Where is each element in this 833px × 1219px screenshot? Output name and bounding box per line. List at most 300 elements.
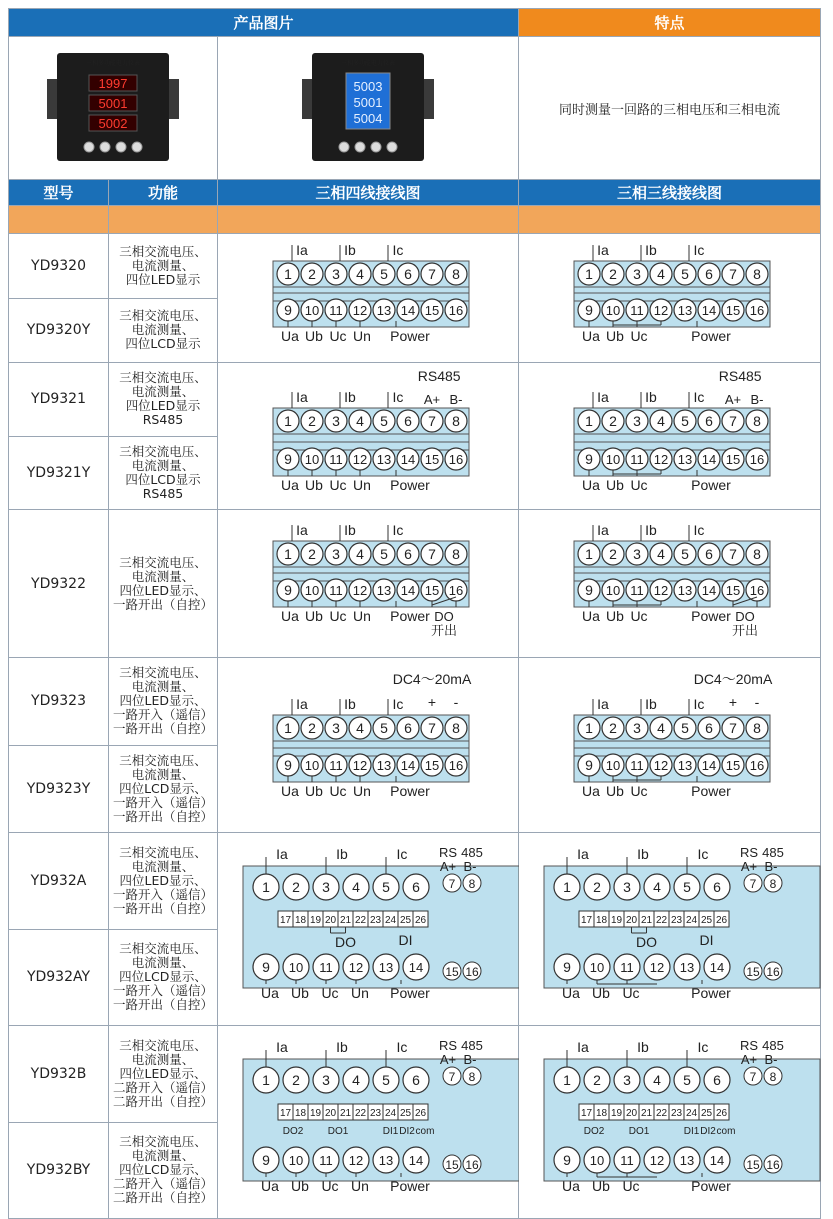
- b-minus-label: B-: [764, 1052, 778, 1067]
- terminal-number: 26: [715, 915, 728, 926]
- function-cell: 三相交流电压、 电流测量、 四位LED显示: [109, 234, 218, 299]
- terminal-number: 15: [424, 452, 440, 467]
- led-readout: 5001: [98, 96, 128, 111]
- rs485-number-label: 485: [461, 845, 483, 860]
- subheader-blank: [109, 206, 218, 234]
- function-cell: 三相交流电压、 电流测量、 四位LCD显示 RS485: [109, 436, 218, 510]
- terminal-number: 7: [428, 720, 436, 736]
- terminal-number: 16: [448, 303, 464, 318]
- terminal-number: 9: [563, 959, 571, 975]
- di2-label: DI2: [399, 1126, 415, 1137]
- terminal-number: 15: [746, 965, 760, 979]
- current-label: Ia: [296, 522, 308, 538]
- terminal-number: 5: [681, 546, 689, 562]
- terminal-number: 21: [339, 915, 352, 926]
- terminal-number: 5: [380, 266, 388, 282]
- terminal-number: 7: [428, 413, 436, 429]
- terminal-number: 1: [262, 879, 270, 895]
- terminal-number: 1: [284, 546, 292, 562]
- terminal-number: 25: [700, 915, 713, 926]
- voltage-label: Un: [353, 477, 371, 493]
- terminal-number: 6: [705, 546, 713, 562]
- terminal-number: 3: [623, 879, 631, 895]
- model-cell: YD9320: [9, 234, 109, 299]
- terminal-number: 4: [356, 720, 364, 736]
- do2-label: DO2: [583, 1126, 605, 1137]
- terminal-number: 20: [625, 1108, 638, 1119]
- terminal-number: 2: [308, 546, 316, 562]
- minus-label: -: [754, 694, 760, 710]
- terminal-number: 16: [749, 583, 765, 598]
- terminal-number: 9: [585, 451, 593, 467]
- voltage-label: Ub: [606, 328, 624, 344]
- current-label: Ib: [645, 522, 657, 538]
- subheader-blank: [218, 206, 519, 234]
- terminal-number: 24: [685, 915, 698, 926]
- terminal-number: 17: [580, 1108, 593, 1119]
- terminal-number: 3: [633, 546, 641, 562]
- terminal-number: 19: [309, 1108, 322, 1119]
- terminal-number: 21: [339, 1108, 352, 1119]
- terminal-number: 6: [713, 1072, 721, 1088]
- voltage-label: Ua: [582, 608, 600, 624]
- voltage-label: Ua: [261, 1178, 279, 1194]
- lcd-readout: 5003: [353, 79, 383, 94]
- terminal-number: 14: [701, 758, 717, 773]
- terminal-number: 20: [324, 1108, 337, 1119]
- current-label: Ia: [296, 242, 308, 258]
- current-label: Ic: [392, 696, 404, 712]
- terminal-number: 1: [563, 1072, 571, 1088]
- current-label: Ib: [637, 1039, 649, 1055]
- terminal-number: 13: [376, 452, 392, 467]
- current-label: Ia: [597, 522, 609, 538]
- terminal-number: 13: [677, 303, 693, 318]
- wiring-3p4w-9322: [218, 510, 519, 658]
- terminal-number: 16: [448, 583, 464, 598]
- model-cell: YD9322: [9, 510, 109, 658]
- terminal-number: 2: [609, 266, 617, 282]
- terminal-number: 14: [701, 583, 717, 598]
- current-label: Ic: [697, 846, 709, 862]
- rs485-label: RS485: [718, 368, 762, 384]
- terminal-number: 25: [399, 915, 412, 926]
- terminal-number: 18: [595, 915, 608, 926]
- rs485-label: RS485: [417, 368, 461, 384]
- voltage-label: Ua: [281, 328, 299, 344]
- meter-button: [132, 142, 142, 152]
- terminal-number: 11: [620, 1153, 634, 1168]
- b-minus-label: B-: [750, 392, 764, 407]
- model-cell: YD9323: [9, 658, 109, 746]
- terminal-number: 5: [683, 1072, 691, 1088]
- terminal-number: 5: [380, 720, 388, 736]
- minus-label: -: [453, 694, 459, 710]
- terminal-number: 6: [404, 720, 412, 736]
- current-label: Ib: [645, 242, 657, 258]
- terminal-number: 10: [605, 303, 621, 318]
- current-label: Ic: [693, 389, 705, 405]
- terminal-number: 1: [585, 546, 593, 562]
- terminal-number: 24: [384, 1108, 397, 1119]
- terminal-number: 7: [729, 413, 737, 429]
- terminal-number: 26: [414, 915, 427, 926]
- terminal-number: 4: [657, 546, 665, 562]
- power-label: Power: [691, 328, 731, 344]
- terminal-number: 13: [677, 758, 693, 773]
- rs-label: RS: [438, 845, 458, 860]
- terminal-number: 1: [284, 720, 292, 736]
- a-plus-label: A+: [423, 392, 441, 407]
- voltage-label: Un: [351, 985, 369, 1001]
- function-cell: 三相交流电压、 电流测量、 四位LED显示、 一路开出（自控）: [109, 510, 218, 658]
- do-label: DO: [636, 934, 658, 950]
- terminal-number: 8: [468, 1070, 476, 1084]
- terminal-number: 20: [324, 915, 337, 926]
- model-cell: YD9321Y: [9, 436, 109, 510]
- terminal-number: 23: [369, 915, 382, 926]
- terminal-number: 18: [595, 1108, 608, 1119]
- terminal-number: 24: [384, 915, 397, 926]
- terminal-number: 10: [605, 583, 621, 598]
- terminal-number: 1: [262, 1072, 270, 1088]
- meter-button: [387, 142, 397, 152]
- terminal-strip: [273, 442, 469, 450]
- terminal-number: 7: [428, 546, 436, 562]
- power-label: Power: [390, 985, 430, 1001]
- rs-label: RS: [740, 1038, 759, 1053]
- terminal-number: 1: [284, 266, 292, 282]
- terminal-strip: [273, 293, 469, 301]
- a-plus-label: A+: [439, 1052, 457, 1067]
- terminal-number: 13: [376, 583, 392, 598]
- terminal-number: 10: [304, 758, 320, 773]
- mount-clip: [424, 79, 434, 119]
- model-cell: YD932A: [9, 833, 109, 930]
- model-cell: YD9321: [9, 363, 109, 437]
- voltage-label: Ub: [305, 783, 323, 799]
- terminal-number: 17: [279, 1108, 292, 1119]
- terminal-number: 12: [653, 452, 669, 467]
- meter-button: [84, 142, 94, 152]
- terminal-number: 11: [630, 452, 644, 467]
- power-label: Power: [390, 608, 430, 624]
- voltage-label: Uc: [329, 328, 347, 344]
- wiring-3p3w-9320: [519, 234, 821, 363]
- terminal-number: 7: [729, 266, 737, 282]
- power-label: Power: [390, 1178, 430, 1194]
- current-label: Ia: [597, 242, 609, 258]
- terminal-number: 7: [749, 1070, 757, 1084]
- terminal-number: 10: [589, 960, 605, 975]
- terminal-number: 5: [683, 879, 691, 895]
- current-label: Ib: [645, 389, 657, 405]
- current-label: Ia: [296, 696, 308, 712]
- terminal-number: 14: [408, 960, 424, 975]
- di-label: DI: [699, 932, 714, 948]
- terminal-number: 8: [769, 1070, 777, 1084]
- led-readout: 5002: [98, 116, 128, 131]
- function-cell: 三相交流电压、 电流测量、 四位LED显示、 二路开入（遥信） 二路开出（自控）: [109, 1026, 218, 1123]
- terminal-number: 15: [424, 583, 440, 598]
- rs485-number-label: 485: [762, 1038, 784, 1053]
- terminal-number: 17: [580, 915, 593, 926]
- terminal-number: 11: [630, 758, 644, 773]
- terminal-number: 14: [400, 303, 416, 318]
- terminal-number: 22: [655, 1108, 668, 1119]
- current-label: Ib: [336, 1039, 348, 1055]
- do-label: DO: [335, 934, 356, 950]
- terminal-strip: [273, 748, 469, 756]
- wiring-diagram: [519, 658, 821, 828]
- voltage-label: Ub: [606, 608, 624, 624]
- current-label: Ib: [344, 522, 356, 538]
- terminal-number: 11: [630, 303, 644, 318]
- terminal-number: 3: [332, 720, 340, 736]
- terminal-number: 10: [288, 960, 304, 975]
- a-plus-label: A+: [740, 859, 758, 874]
- terminal-number: 9: [585, 582, 593, 598]
- current-label: Ia: [597, 389, 609, 405]
- wiring-diagram: [519, 234, 821, 358]
- terminal-number: 14: [408, 1153, 424, 1168]
- terminal-number: 8: [452, 546, 460, 562]
- current-label: Ib: [336, 846, 348, 862]
- terminal-number: 26: [715, 1108, 728, 1119]
- terminal-number: 14: [400, 758, 416, 773]
- terminal-number: 8: [468, 877, 476, 891]
- model-cell: YD932B: [9, 1026, 109, 1123]
- terminal-number: 10: [605, 758, 621, 773]
- terminal-number: 9: [284, 582, 292, 598]
- terminal-number: 2: [292, 1072, 300, 1088]
- terminal-number: 4: [657, 720, 665, 736]
- mount-clip: [47, 79, 57, 119]
- terminal-number: 7: [428, 266, 436, 282]
- current-label: Ic: [693, 242, 705, 258]
- terminal-number: 15: [725, 452, 741, 467]
- wiring-3p3w-9322: [519, 510, 821, 658]
- terminal-number: 4: [356, 413, 364, 429]
- terminal-number: 7: [729, 546, 737, 562]
- terminal-number: 14: [701, 303, 717, 318]
- terminal-number: 18: [294, 1108, 307, 1119]
- meter-button: [100, 142, 110, 152]
- terminal-number: 4: [356, 546, 364, 562]
- terminal-number: 12: [352, 583, 368, 598]
- terminal-number: 1: [585, 266, 593, 282]
- terminal-number: 5: [380, 546, 388, 562]
- com-label: com: [415, 1126, 435, 1137]
- current-label: Ic: [396, 846, 408, 862]
- function-cell: 三相交流电压、 电流测量、 四位LCD显示: [109, 298, 218, 363]
- current-label: Ia: [296, 389, 308, 405]
- plus-label: +: [728, 694, 738, 710]
- voltage-label: Uc: [630, 608, 648, 624]
- current-label: Ic: [396, 1039, 408, 1055]
- a-plus-label: A+: [740, 1052, 758, 1067]
- voltage-label: Ub: [305, 328, 323, 344]
- terminal-number: 16: [448, 758, 464, 773]
- terminal-number: 13: [677, 452, 693, 467]
- terminal-number: 12: [653, 758, 669, 773]
- wiring-3p4w-9323: [218, 658, 519, 833]
- terminal-number: 2: [609, 546, 617, 562]
- terminal-number: 23: [369, 1108, 382, 1119]
- lcd-readout: 5001: [353, 95, 383, 110]
- terminal-number: 15: [725, 583, 741, 598]
- wiring-diagram: [218, 658, 519, 828]
- rs-label: RS: [438, 1038, 458, 1053]
- terminal-number: 25: [700, 1108, 713, 1119]
- terminal-strip: [574, 442, 770, 450]
- terminal-number: 10: [304, 583, 320, 598]
- terminal-number: 8: [753, 413, 761, 429]
- do1-label: DO1: [628, 1126, 650, 1137]
- terminal-number: 8: [452, 413, 460, 429]
- terminal-number: 23: [670, 1108, 683, 1119]
- current-label: Ia: [577, 846, 589, 862]
- wiring-diagram: [519, 833, 821, 1021]
- terminal-strip: [273, 434, 469, 442]
- spec-table: [8, 8, 821, 1219]
- current-label: Ib: [344, 242, 356, 258]
- terminal-number: 2: [593, 1072, 601, 1088]
- b-minus-label: B-: [463, 859, 477, 874]
- voltage-label: Ua: [261, 985, 279, 1001]
- model-cell: YD9320Y: [9, 298, 109, 363]
- wiring-3p3w-9321: [519, 363, 821, 510]
- terminal-number: 11: [620, 960, 634, 975]
- terminal-number: 16: [749, 452, 765, 467]
- power-label: Power: [691, 477, 731, 493]
- wiring-diagram: [519, 1026, 821, 1214]
- voltage-label: Uc: [321, 985, 339, 1001]
- terminal-number: 8: [753, 266, 761, 282]
- header-wiring-3p3w: 三相三线接线图: [519, 180, 821, 206]
- plus-label: +: [427, 694, 437, 710]
- dc-output-label: DC4～20mA: [392, 671, 472, 687]
- power-label: Power: [390, 328, 430, 344]
- terminal-number: 12: [653, 303, 669, 318]
- terminal-number: 13: [679, 960, 695, 975]
- current-label: Ic: [392, 522, 404, 538]
- terminal-number: 12: [653, 583, 669, 598]
- current-label: Ib: [645, 696, 657, 712]
- terminal-number: 2: [609, 720, 617, 736]
- terminal-number: 23: [670, 915, 683, 926]
- terminal-strip: [273, 573, 469, 581]
- model-cell: YD932AY: [9, 929, 109, 1026]
- terminal-number: 12: [649, 960, 665, 975]
- voltage-label: Ub: [592, 1178, 610, 1194]
- b-minus-label: B-: [764, 859, 778, 874]
- terminal-number: 4: [653, 1072, 661, 1088]
- meter-button: [355, 142, 365, 152]
- function-cell: 三相交流电压、 电流测量、 四位LCD显示、 一路开入（遥信） 一路开出（自控）: [109, 745, 218, 833]
- terminal-number: 4: [352, 1072, 360, 1088]
- terminal-number: 13: [378, 1153, 394, 1168]
- voltage-label: Ub: [606, 477, 624, 493]
- terminal-number: 4: [653, 879, 661, 895]
- terminal-number: 19: [610, 915, 623, 926]
- a-plus-label: A+: [439, 859, 457, 874]
- header-function: 功能: [109, 180, 218, 206]
- subheader-blank: [9, 206, 109, 234]
- wiring-3p3w-9323: [519, 658, 821, 833]
- voltage-label: Uc: [329, 477, 347, 493]
- terminal-number: 16: [749, 758, 765, 773]
- power-label: Power: [390, 477, 430, 493]
- wiring-3p4w-9321: [218, 363, 519, 510]
- terminal-number: 15: [725, 758, 741, 773]
- current-label: Ib: [344, 389, 356, 405]
- terminal-strip: [574, 434, 770, 442]
- voltage-label: Uc: [321, 1178, 339, 1194]
- terminal-number: 9: [262, 959, 270, 975]
- terminal-number: 6: [404, 546, 412, 562]
- voltage-label: Un: [353, 328, 371, 344]
- terminal-number: 12: [649, 1153, 665, 1168]
- current-label: Ic: [392, 242, 404, 258]
- terminal-number: 15: [725, 303, 741, 318]
- terminal-number: 4: [352, 879, 360, 895]
- di2-label: DI2: [700, 1126, 716, 1137]
- terminal-number: 15: [445, 1158, 459, 1172]
- voltage-label: Uc: [622, 985, 640, 1001]
- voltage-label: Ua: [582, 328, 600, 344]
- wiring-diagram: [218, 510, 519, 653]
- terminal-number: 6: [412, 1072, 420, 1088]
- voltage-label: Ua: [562, 1178, 580, 1194]
- terminal-number: 2: [308, 266, 316, 282]
- terminal-number: 12: [352, 758, 368, 773]
- header-features: 特点: [519, 9, 821, 37]
- terminal-number: 3: [633, 720, 641, 736]
- terminal-number: 15: [424, 303, 440, 318]
- wiring-3p3w-932B: [519, 1026, 821, 1219]
- voltage-label: Ua: [562, 985, 580, 1001]
- rs-label: RS: [740, 845, 759, 860]
- terminal-number: 15: [445, 965, 459, 979]
- terminal-number: 21: [640, 1108, 653, 1119]
- do2-label: DO2: [282, 1126, 304, 1137]
- model-cell: YD9323Y: [9, 745, 109, 833]
- terminal-number: 3: [322, 1072, 330, 1088]
- voltage-label: Uc: [329, 783, 347, 799]
- rs485-number-label: 485: [461, 1038, 483, 1053]
- current-label: Ib: [344, 696, 356, 712]
- lcd-readout: 5004: [353, 111, 383, 126]
- terminal-number: 8: [753, 720, 761, 736]
- terminal-number: 5: [382, 1072, 390, 1088]
- terminal-number: 11: [329, 583, 343, 598]
- terminal-number: 16: [766, 965, 780, 979]
- current-label: Ib: [637, 846, 649, 862]
- terminal-number: 9: [284, 757, 292, 773]
- do-out-label: 开出: [732, 623, 759, 638]
- led-readout: 1997: [98, 76, 128, 91]
- terminal-strip: [574, 293, 770, 301]
- terminal-number: 10: [304, 303, 320, 318]
- terminal-number: 11: [329, 758, 343, 773]
- current-label: Ic: [392, 389, 404, 405]
- terminal-number: 2: [308, 413, 316, 429]
- power-label: Power: [691, 608, 731, 624]
- rs485-number-label: 485: [762, 845, 784, 860]
- terminal-number: 15: [746, 1158, 760, 1172]
- wiring-diagram: [218, 363, 519, 505]
